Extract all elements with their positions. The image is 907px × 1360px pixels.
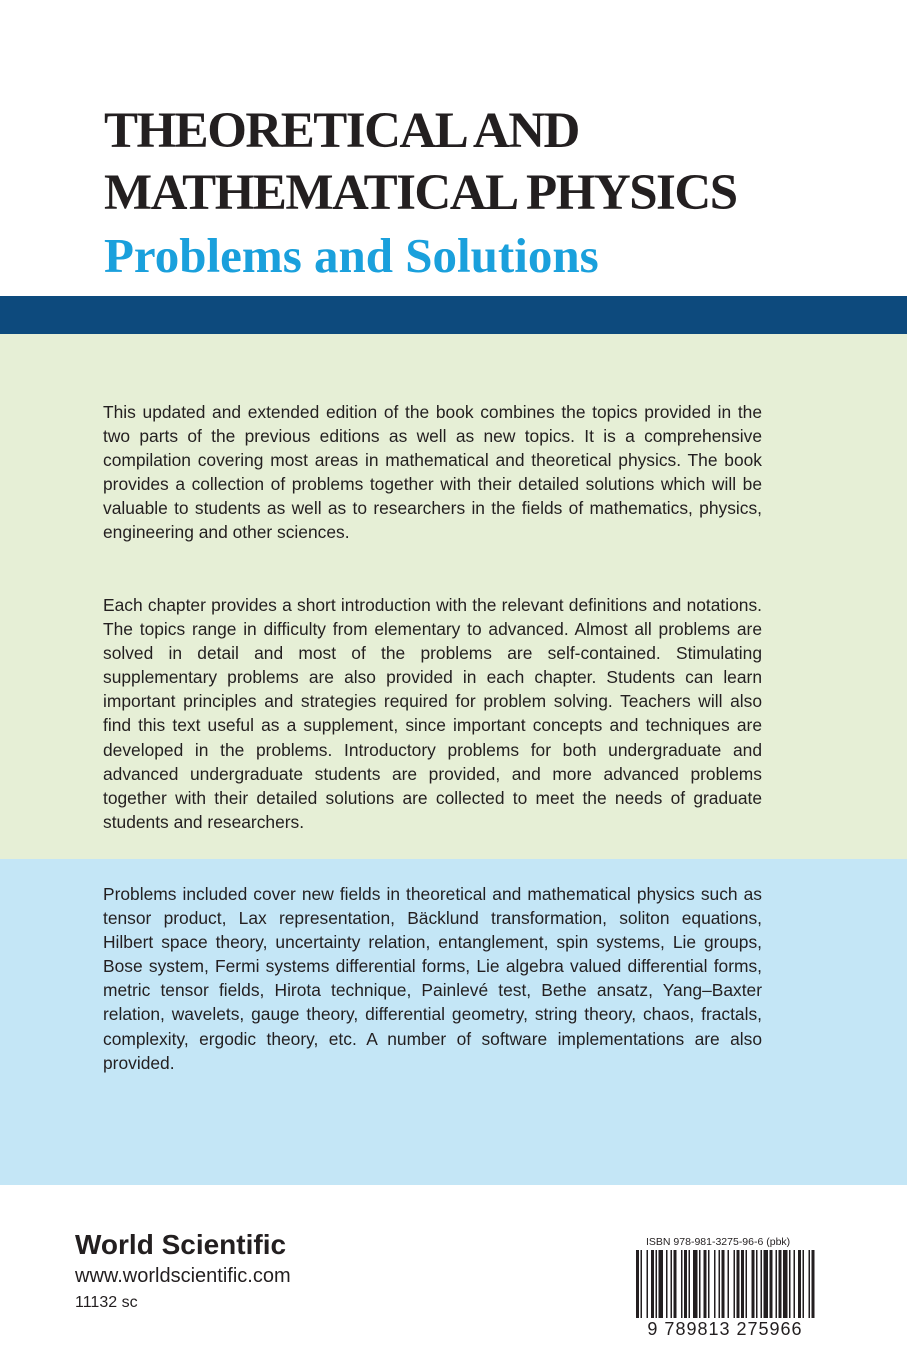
barcode-digits: 9 789813 275966 [630, 1318, 820, 1340]
book-title [104, 100, 864, 224]
publisher-website: www.worldscientific.com [75, 1265, 291, 1287]
description-paragraph-1: This updated and extended edition of the book combines the topics provided in the two parts of the previous editions as well as new topics. It is a comprehensive compilation covering most areas in mathematical and theoretical physics. The book provides a collection of problems together with their detailed solutions which will be valuable to students as well as to researchers in the fields of mathematics, physics, engineering and other sciences. [103, 402, 762, 543]
book-title-line-2: MATHEMATICAL PHYSICS [104, 165, 737, 221]
divider-band [0, 296, 907, 334]
book-subtitle: Problems and Solutions [104, 228, 599, 283]
publisher-name: World Scientific [75, 1229, 287, 1260]
book-title-line-1: THEORETICAL AND [104, 103, 579, 159]
description-paragraph-2: Each chapter provides a short introduction with the relevant definitions and notations. The topics range in difficulty from elementary to advanced. Almost all problems are solved in detail and most of the problems are self-contained. Stimulating supplementary problems are also provided in each chapter. Students can learn important principles and strategies required for problem solving. Teachers will also find this text useful as a supplement, since important concepts and techniques are developed in the problems. Introductory problems for both undergraduate and advanced undergraduate students are provided, and more advanced problems together with their detailed solutions are collected to meet the needs of graduate students and researchers. [103, 595, 762, 832]
catalog-code: 11132 sc [75, 1294, 138, 1311]
description-paragraph-3: Problems included cover new fields in theoretical and mathematical physics such as tensor product, Lax representation, Bäcklund transformation, soliton equations, Hilbert space theory, uncertainty relation, entanglement, spin systems, Lie groups, Bose system, Fermi systems differential forms, Lie algebra valued differential forms, metric tensor fields, Hirota technique, Painlevé test, Bethe ansatz, Yang–Baxter relation, wavelets, gauge theory, differential geometry, string theory, chaos, fractals, complexity, ergodic theory, etc. A number of software implementations are also provided. [103, 884, 762, 1073]
isbn-label: ISBN 978-981-3275-96-6 (pbk) [646, 1236, 791, 1248]
